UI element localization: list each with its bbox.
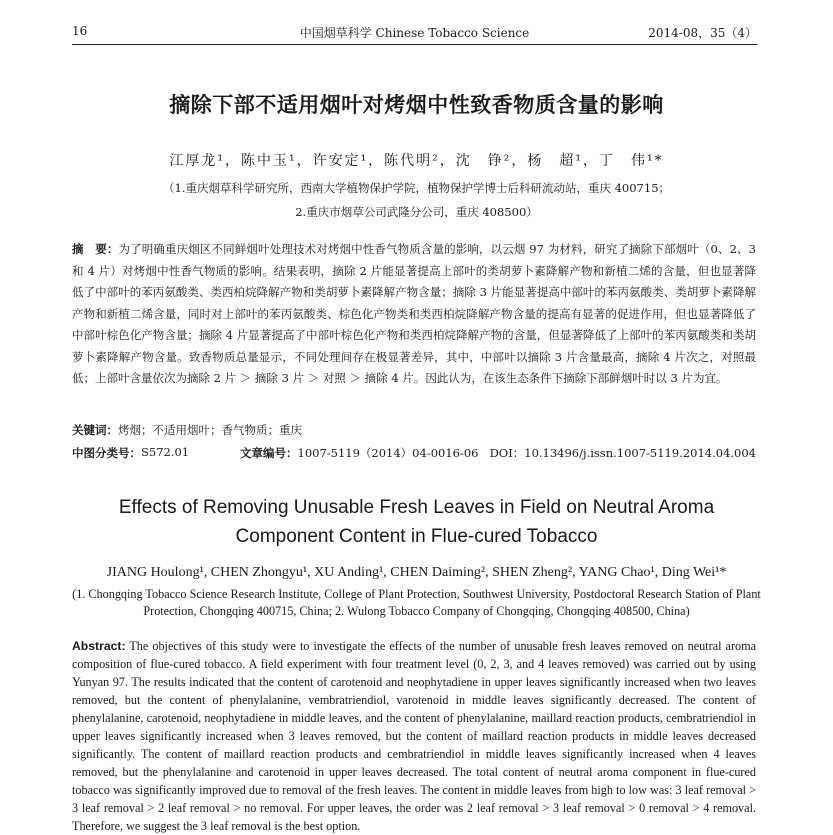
page-number: 16	[72, 24, 88, 38]
english-authors: JIANG Houlong¹, CHEN Zhongyu¹, XU Anding¹, CHEN Daiming², SHEN Zheng², YANG Chao¹, Ding Wei¹*	[106, 565, 727, 580]
english-abstract	[72, 637, 756, 835]
english-title-line-2: Component Content in Flue-cured Tobacco	[235, 526, 598, 547]
classification-line	[72, 445, 756, 463]
chinese-abstract	[72, 239, 756, 390]
clc-number	[72, 445, 190, 461]
chinese-affiliation-2: 2.重庆市烟草公司武隆分公司，重庆 408500）	[295, 205, 538, 219]
english-abstract-text: The objectives of this study were to investigate the effects of the number of unusable fresh leaves removed on neutral aroma composition of flue-cured tobacco. A field experiment with four treatment level (0, 2, 3, and 4 leaves removed) was carried out by using Yunyan 97. The results indicated that the content of carotenoid and neophytadiene in upper leaves significantly increased when two leaves removed, but the content of phenylalanine, vembratriendiol, varotenoid in middle leaves significantly decreased. The content of phenylalanine, carotenoid, neophytadiene in middle leaves, and the content of phenylalanine, maillard reaction products, cembratriendiol in upper leaves significantly increased when 3 leaves removed, but the content of maillard reaction products in middle leaves decreased significantly. The content of maillard reaction products and cembratriendiol in middle leaves significantly increased when 4 leaves removed, but the phenylalanine and carotenoid in upper leaves decreased. The total content of neutral aroma component in flue-cured tobacco was significantly improved due to removal of the fresh leaves. The content in middle leaves from high to low was: 3 leaf removal > 3 leaf removal > 2 leaf removal > no removal. For upper leaves, the order was 2 leaf removal > 3 leaf removal > 0 removal > 4 removal. Therefore, we suggest the 3 leaf removal is the best option.	[72, 639, 756, 833]
keywords-text: 烤烟；不适用烟叶；香气物质；重庆	[118, 423, 302, 437]
chinese-keywords	[72, 422, 756, 438]
journal-name: 中国烟草科学 Chinese Tobacco Science	[299, 26, 530, 40]
english-title	[0, 493, 833, 551]
running-header	[72, 24, 757, 44]
article-number-value: 1007-5119（2014）04-0016-06	[297, 446, 479, 460]
article-number-label: 文章编号：	[240, 446, 298, 460]
english-title-line-1: Effects of Removing Unusable Fresh Leaves in Field on Neutral Aroma	[118, 497, 715, 518]
chinese-title: 摘除下部不适用烟叶对烤烟中性致香物质含量的影响	[169, 93, 664, 117]
chinese-authors: 江厚龙¹，陈中玉¹，许安定¹，陈代明²，沈 铮²，杨 超¹，丁 伟¹*	[169, 153, 664, 169]
english-abstract-label: Abstract:	[72, 639, 126, 653]
clc-value: S572.01	[141, 445, 190, 459]
header-rule	[72, 44, 757, 45]
chinese-abstract-text: 为了明确重庆烟区不同鲜烟叶处理技术对烤烟中性香气物质含量的影响，以云烟 97 为材料，研究了摘除下部烟叶（0、2、3和 4 片）对烤烟中性香气物质的影响。结果表明，摘除 2 片能显著提高上部叶的类胡萝卜素降解产物和新植二烯的含量，但也显著降低了中部叶的苯丙氨酸类、类西柏烷降解产物和类胡萝卜素降解产物含量；摘除 3 片能显著提高中部叶的苯丙氨酸类、类胡萝卜素降解产物和新植二烯含量，同时对上部叶的苯丙氨酸类、棕色化产物类和类西柏烷降解产物含量的提高有显著的促进作用，但也显著降低了中部叶棕色化产物含量；摘除 4 片显著提高了中部叶棕色化产物和类西柏烷降解产物的含量，但显著降低了上部叶的苯丙氨酸类和类胡萝卜素降解产物含量。致香物质总量显示，不同处理间存在极显著差异，其中，中部叶以摘除 3 片含量最高，摘除 4 片次之，对照最低；上部叶含量依次为摘除 2 片 ＞ 摘除 3 片 ＞ 对照 ＞ 摘除 4 片。因此认为，在该生态条件下摘除下部鲜烟叶时以 3 片为宜。	[72, 242, 756, 385]
english-affiliation: (1. Chongqing Tobacco Science Research Institute, College of Plant Protection, Southwest University, Postdoctoral Research Station of Plant Protection, Chongqing 400715, China; 2. Wulong Tobacco Company of Chongqing, Chongqing 408500, China)	[72, 587, 761, 618]
issue-info: 2014-08，35（4）	[648, 26, 757, 40]
doi: DOI：10.13496/j.issn.1007-5119.2014.04.004	[489, 446, 756, 460]
keywords-label: 关键词：	[72, 423, 118, 437]
clc-label: 中图分类号：	[72, 446, 141, 460]
chinese-affiliation-1: （1.重庆烟草科学研究所，西南大学植物保护学院，植物保护学博士后科研流动站，重庆 400715；	[162, 181, 671, 195]
chinese-abstract-label: 摘 要：	[72, 242, 119, 256]
article-number	[240, 445, 479, 461]
